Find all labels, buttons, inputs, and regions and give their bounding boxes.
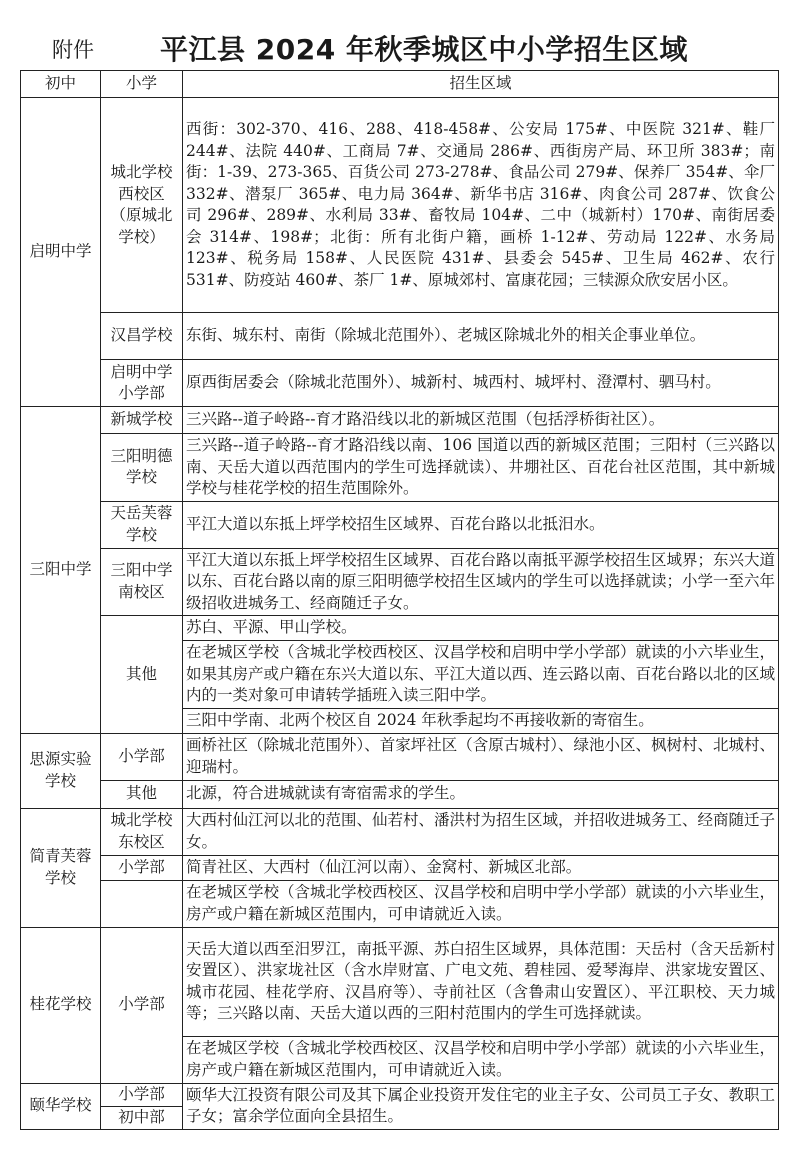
- primary-school-cell: 小学部: [101, 927, 183, 1083]
- table-row: [21, 407, 779, 434]
- table-row: [21, 733, 779, 780]
- area-cell: 平江大道以东抵上坪学校招生区域界、百花台路以北抵汨水。: [183, 501, 779, 548]
- col-header-middle: 初中: [21, 71, 101, 98]
- middle-school-cell: 颐华学校: [21, 1083, 101, 1129]
- area-cell: 简青社区、大西村（仙江河以南）、金窝村、新城区北部。: [183, 855, 779, 880]
- table-row: [21, 98, 779, 313]
- primary-school-cell: [101, 880, 183, 927]
- area-cell: 在老城区学校（含城北学校西校区、汉昌学校和启明中学小学部）就读的小六毕业生，如果其房产或户籍在东兴大道以东、平江大道以西、连云路以南、百花台路以北的区域内的一类对象可申请转学插班入读三阳中学。: [183, 641, 779, 709]
- primary-school-cell: 其他: [101, 780, 183, 808]
- area-cell: 三兴路--道子岭路--育才路沿线以北的新城区范围（包括浮桥街社区）。: [183, 407, 779, 434]
- table-row: [21, 880, 779, 927]
- area-cell: 颐华大江投资有限公司及其下属企业投资开发住宅的业主子女、公司员工子女、教职工子女；富余学位面向全县招生。: [183, 1083, 779, 1129]
- area-cell: 天岳大道以西至汨罗江，南抵平源、苏白招生区域界，具体范围：天岳村（含天岳新村安置区）、洪家垅社区（含水岸财富、广电文苑、碧桂园、爱琴海岸、洪家垅安置区、城市花园、桂花学府、汉昌府等）、寺前社区（含鲁肃山安置区）、平江职校、天力城等；三兴路以南、天岳大道以西的三阳村范围内的学生可选择就读。: [183, 927, 779, 1036]
- primary-school-cell: 新城学校: [101, 407, 183, 434]
- annex-label: 附件: [52, 38, 94, 62]
- enrollment-table: [20, 70, 779, 1130]
- area-cell: 大西村仙江河以北的范围、仙若村、潘洪村为招生区域，并招收进城务工、经商随迁子女。: [183, 808, 779, 855]
- primary-school-cell: 启明中学小学部: [101, 360, 183, 407]
- table-header-row: [21, 71, 779, 98]
- table-row: [21, 616, 779, 641]
- page-title: 平江县 2024 年秋季城区中小学招生区域: [160, 33, 688, 66]
- primary-school-cell: 小学部: [101, 733, 183, 780]
- area-cell: 原西街居委会（除城北范围外）、城新村、城西村、城坪村、澄潭村、驷马村。: [183, 360, 779, 407]
- primary-school-cell: 三阳明德学校: [101, 434, 183, 502]
- middle-school-cell: 简青芙蓉学校: [21, 808, 101, 927]
- area-cell: 画桥社区（除城北范围外）、首家坪社区（含原古城村）、绿池小区、枫树村、北城村、迎瑞村。: [183, 733, 779, 780]
- area-cell: 在老城区学校（含城北学校西校区、汉昌学校和启明中学小学部）就读的小六毕业生，房产或户籍在新城区范围内，可申请就近入读。: [183, 1036, 779, 1083]
- col-header-primary: 小学: [101, 71, 183, 98]
- col-header-area: 招生区域: [183, 71, 779, 98]
- primary-school-cell: 小学部: [101, 855, 183, 880]
- table-row: [21, 360, 779, 407]
- primary-school-cell: 城北学校西校区（原城北学校）: [101, 98, 183, 313]
- primary-school-cell: 初中部: [101, 1106, 183, 1129]
- table-row: [21, 548, 779, 616]
- primary-school-cell: 城北学校东校区: [101, 808, 183, 855]
- middle-school-cell: 启明中学: [21, 98, 101, 407]
- primary-school-cell: 其他: [101, 616, 183, 734]
- middle-school-cell: 桂花学校: [21, 927, 101, 1083]
- middle-school-cell: 三阳中学: [21, 407, 101, 734]
- primary-school-cell: 汉昌学校: [101, 313, 183, 360]
- table-row: [21, 313, 779, 360]
- area-cell: 平江大道以东抵上坪学校招生区域界、百花台路以南抵平源学校招生区域界；东兴大道以东、百花台路以南的原三阳明德学校招生区域内的学生可以选择就读；小学一至六年级招收进城务工、经商随迁子女。: [183, 548, 779, 616]
- area-cell: 东街、城东村、南街（除城北范围外）、老城区除城北外的相关企事业单位。: [183, 313, 779, 360]
- table-row: [21, 927, 779, 1036]
- table-row: [21, 501, 779, 548]
- area-cell: 三阳中学南、北两个校区自 2024 年秋季起均不再接收新的寄宿生。: [183, 708, 779, 733]
- primary-school-cell: 小学部: [101, 1083, 183, 1106]
- table-row: [21, 808, 779, 855]
- table-row: [21, 780, 779, 808]
- title-row: [0, 0, 800, 66]
- primary-school-cell: 三阳中学南校区: [101, 548, 183, 616]
- area-cell: 北源，符合进城就读有寄宿需求的学生。: [183, 780, 779, 808]
- middle-school-cell: 思源实验学校: [21, 733, 101, 808]
- area-cell: 在老城区学校（含城北学校西校区、汉昌学校和启明中学小学部）就读的小六毕业生，房产或户籍在新城区范围内，可申请就近入读。: [183, 880, 779, 927]
- primary-school-cell: 天岳芙蓉学校: [101, 501, 183, 548]
- area-cell: 三兴路--道子岭路--育才路沿线以南、106 国道以西的新城区范围；三阳村（三兴路以南、天岳大道以西范围内的学生可选择就读）、井堋社区、百花台社区范围，其中新城学校与桂花学校的招生范围除外。: [183, 434, 779, 502]
- table-row: [21, 434, 779, 502]
- table-row: [21, 855, 779, 880]
- area-cell: 苏白、平源、甲山学校。: [183, 616, 779, 641]
- area-cell: 西街：302-370、416、288、418-458#、公安局 175#、中医院 321#、鞋厂 244#、法院 440#、工商局 7#、交通局 286#、西街房产局、环卫所 383#；南街：1-39、273-365、百货公司 273-278#、食品公司 279#、保养厂 354#、伞厂 332#、潜泵厂 365#、电力局 364#、新华书店 316#、肉食公司 287#、饮食公司 296#、289#、水利局 33#、畜牧局 104#、二中（城新村）170#、南街居委会 314#、198#；北街：所有北街户籍，画桥 1-12#、劳动局 122#、水务局 123#、税务局 158#、人民医院 431#、县委会 545#、卫生局 462#、农行 531#、防疫站 460#、茶厂 1#、原城郊村、富康花园；三犊源众欣安居小区。: [183, 98, 779, 313]
- table-row: [21, 1083, 779, 1106]
